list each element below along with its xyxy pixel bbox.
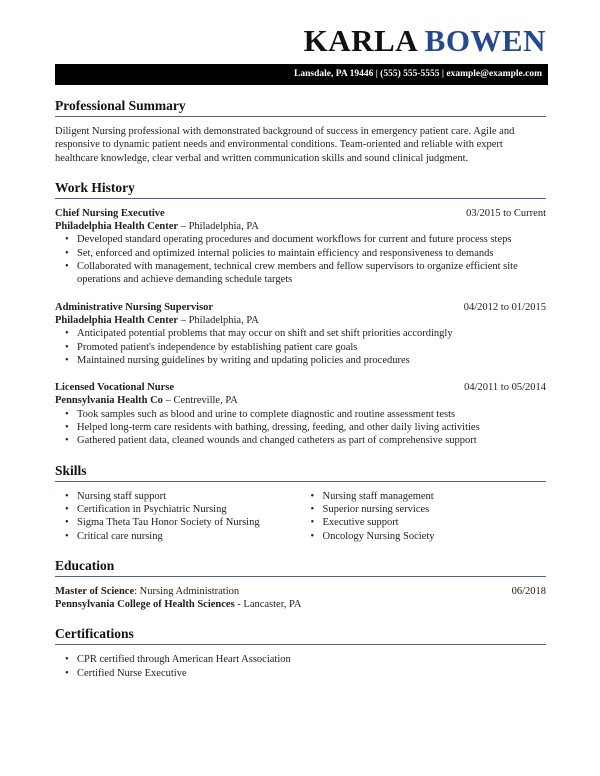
list-item: • CPR certified through American Heart Association <box>65 653 546 666</box>
list-item: • Maintained nursing guidelines by writing and updating policies and procedures <box>65 354 546 367</box>
education-section <box>55 558 546 612</box>
company: Pennsylvania Health Co <box>55 395 163 407</box>
list-item: • Promoted patient's independence by establishing patient care goals <box>65 341 546 354</box>
school: Pennsylvania College of Health Sciences <box>55 599 235 611</box>
list-item: • Developed standard operating procedures and document workflows for current and future process steps <box>65 233 546 246</box>
list-item: • Certified Nurse Executive <box>65 667 546 680</box>
list-item: • Superior nursing services <box>311 503 547 516</box>
section-heading: Certifications <box>55 626 546 645</box>
work-history-section <box>55 180 546 448</box>
list-item: • Executive support <box>311 516 547 529</box>
job-title: Administrative Nursing Supervisor <box>55 301 214 313</box>
job-dates: 04/2011 to 05/2014 <box>464 382 546 394</box>
skills-left <box>55 490 301 543</box>
section-heading: Professional Summary <box>55 98 546 117</box>
list-item: • Gathered patient data, cleaned wounds and changed catheters as part of comprehensive support <box>65 434 546 447</box>
list-item: • Helped long-term care residents with bathing, dressing, feeding, and other daily living activities <box>65 421 546 434</box>
list-item: • Collaborated with management, technical crew members and fellow supervisors to organize efficient site operations and achieve demanding schedule targets <box>65 260 546 287</box>
section-heading: Skills <box>55 463 546 482</box>
list-item: • Took samples such as blood and urine to complete diagnostic and routine assessment tests <box>65 408 546 421</box>
list-item: • Oncology Nursing Society <box>311 530 547 543</box>
list-item: • Nursing staff support <box>65 490 301 503</box>
job-entry <box>55 207 546 287</box>
skills-right <box>301 490 547 543</box>
school-location: - Lancaster, PA <box>234 599 302 611</box>
candidate-name <box>304 24 546 58</box>
summary-text: Diligent Nursing professional with demonstrated background of success in emergency patient care. Agile and responsive to dynamic patient needs and environmental conditions. Team-oriented and reliable with expert healthcare knowledge, clear verbal and written communication skills and sound clinical judgment. <box>55 126 515 164</box>
list-item: • Set, enforced and optimized internal policies to maintain efficiency and responsiveness to demands <box>65 247 546 260</box>
education-date: 06/2018 <box>511 585 546 597</box>
section-heading: Work History <box>55 180 546 199</box>
list-item: • Nursing staff management <box>311 490 547 503</box>
job-location: – Philadelphia, PA <box>178 314 259 326</box>
summary-section <box>55 98 546 165</box>
section-heading: Education <box>55 558 546 577</box>
list-item: • Anticipated potential problems that may occur on shift and set shift priorities accordingly <box>65 327 546 340</box>
list-item: • Critical care nursing <box>65 530 301 543</box>
company: Philadelphia Health Center <box>55 221 179 233</box>
first-name: KARLA <box>303 23 417 58</box>
company: Philadelphia Health Center <box>55 314 179 326</box>
list-item: • Certification in Psychiatric Nursing <box>65 503 301 516</box>
certifications-section <box>55 626 546 680</box>
job-title: Chief Nursing Executive <box>55 207 165 219</box>
job-title: Licensed Vocational Nurse <box>55 382 175 394</box>
job-entry <box>55 301 546 367</box>
contact-bar: Lansdale, PA 19446 | (555) 555-5555 | example@example.com <box>55 64 548 85</box>
job-location: – Philadelphia, PA <box>178 221 259 233</box>
job-dates: 04/2012 to 01/2015 <box>463 301 546 313</box>
last-name: BOWEN <box>424 23 546 58</box>
field: : Nursing Administration <box>134 585 240 597</box>
degree: Master of Science <box>55 585 135 597</box>
list-item: • Sigma Theta Tau Honor Society of Nursing <box>65 516 301 529</box>
job-dates: 03/2015 to Current <box>466 207 546 219</box>
skills-section <box>55 463 546 543</box>
job-location: – Centreville, PA <box>162 395 238 407</box>
job-entry <box>55 381 546 447</box>
